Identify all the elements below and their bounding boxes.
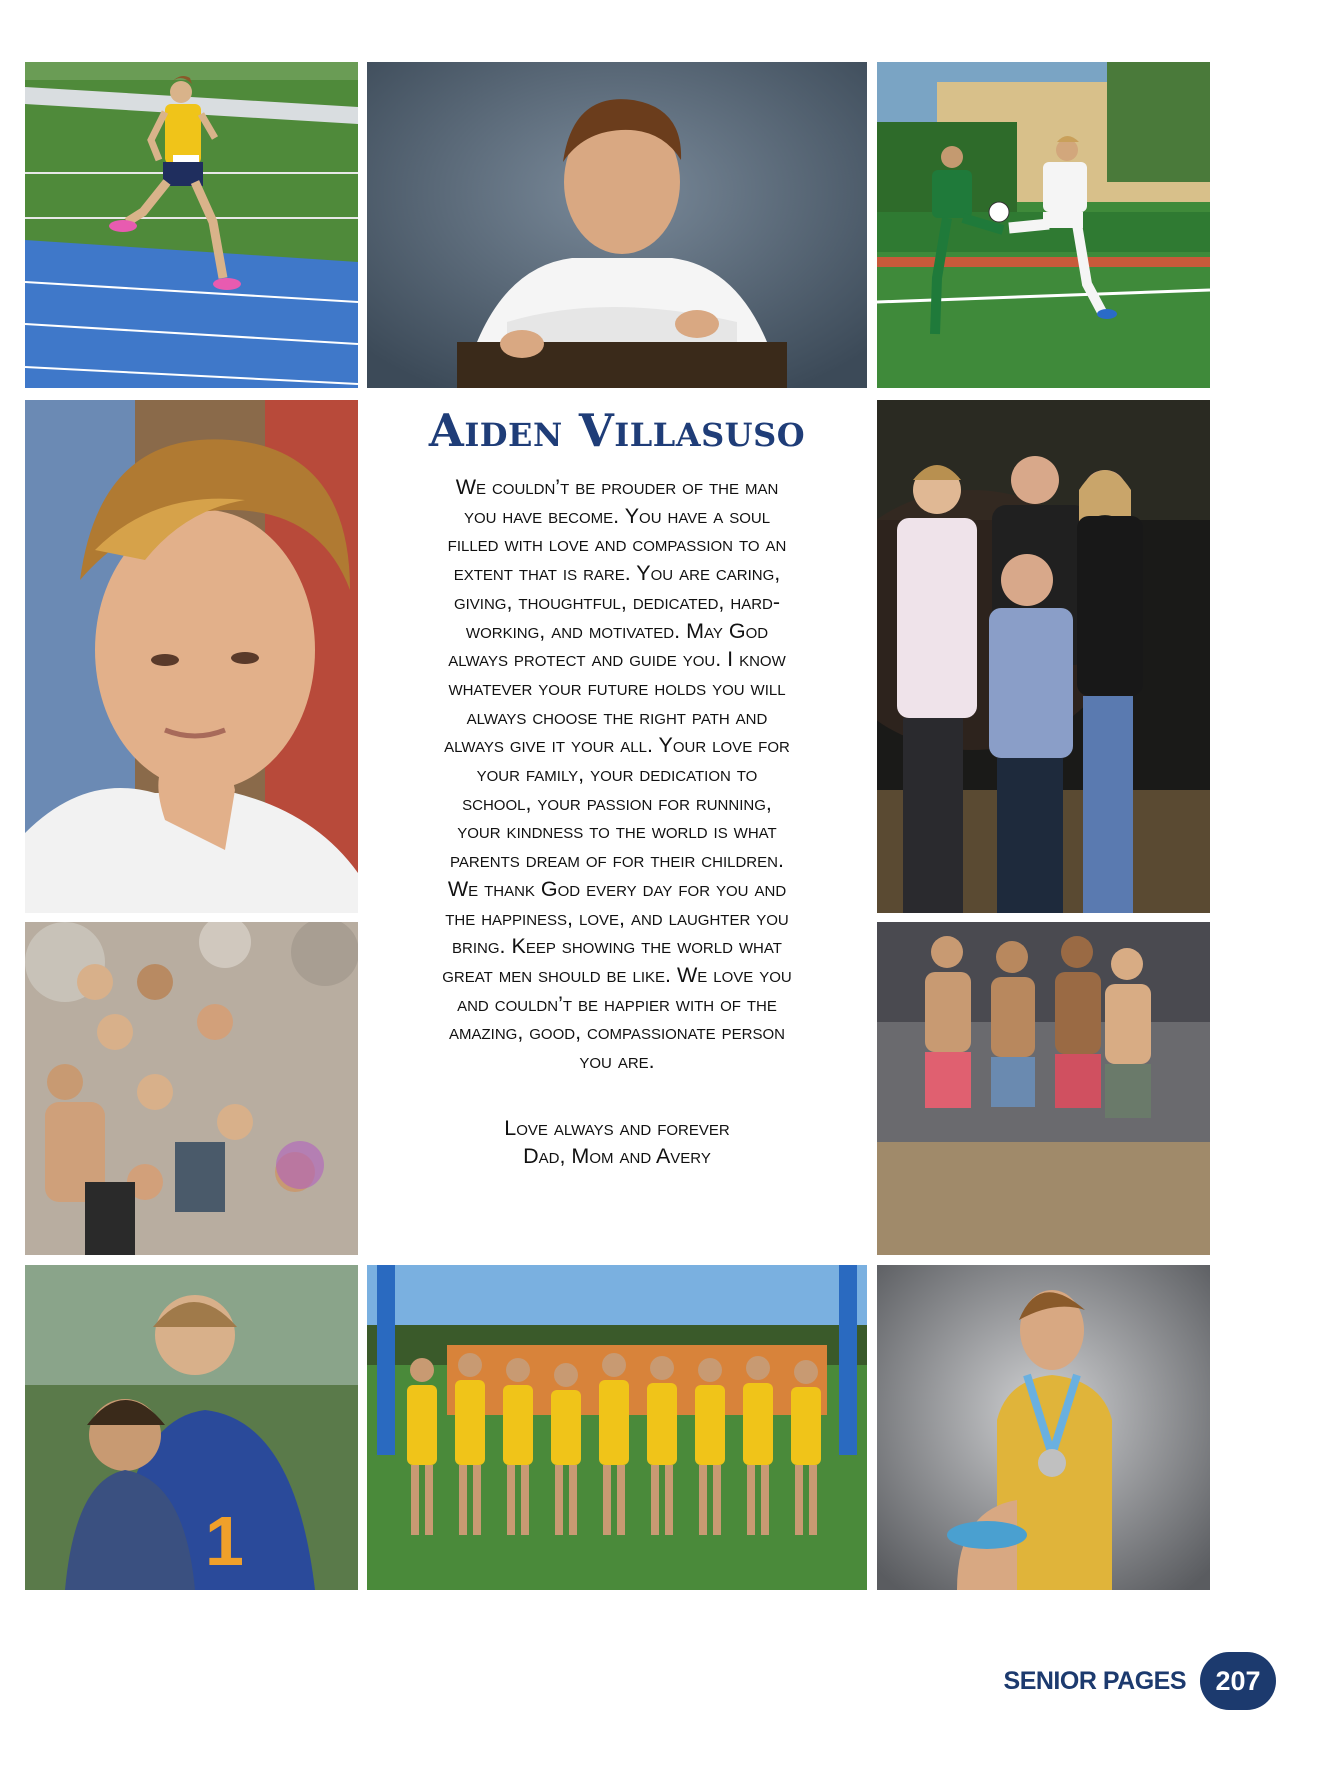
svg-text:1: 1: [205, 1502, 244, 1580]
message-line: filled with love and compassion to an: [447, 532, 787, 557]
tribute-message: [367, 473, 867, 1076]
message-line: the happiness, love, and laughter you: [445, 905, 789, 930]
section-label: SENIOR PAGES: [1003, 1666, 1186, 1695]
message-line: whatever your future holds you will: [448, 675, 786, 700]
message-line: amazing, good, compassionate person: [448, 1020, 785, 1045]
photo-thinking-closeup: [25, 400, 358, 913]
photo-track-runner: [25, 62, 358, 388]
message-line: you have become. You have a soul: [463, 503, 771, 528]
message-line: you are.: [579, 1049, 655, 1074]
message-line: extent that is rare. You are caring,: [453, 561, 781, 586]
message-line: your kindness to the world is what: [457, 819, 777, 844]
signoff: [367, 1114, 867, 1171]
message-line: bring. Keep showing the world what: [452, 934, 782, 959]
tribute-panel: [367, 400, 867, 1255]
message-line: your family, your dedication to: [476, 762, 758, 787]
message-line: We thank God every day for you and: [447, 876, 787, 901]
senior-name: Aiden Villasuso: [428, 404, 806, 457]
photo-four-friends: [877, 922, 1210, 1255]
message-line: parents dream of for their children.: [450, 848, 784, 873]
photo-brothers: [25, 1265, 358, 1590]
page-number-badge: 207: [1200, 1652, 1276, 1710]
photo-family-night: [877, 400, 1210, 913]
message-line: always choose the right path and: [466, 704, 768, 729]
message-line: We couldn’t be prouder of the man: [455, 475, 779, 499]
photo-medal-portrait: [877, 1265, 1210, 1590]
message-line: giving, thoughtful, dedicated, hard-: [453, 589, 781, 614]
message-line: always give it your all. Your love for: [444, 733, 790, 758]
message-line: school, your passion for running,: [462, 790, 772, 815]
message-line: working, and motivated. May God: [465, 618, 769, 643]
photo-cross-country-team: [367, 1265, 867, 1590]
message-line: and couldn’t be happier with of the: [457, 991, 777, 1016]
page-footer: [1004, 1652, 1276, 1710]
photo-senior-portrait: [367, 62, 867, 388]
signoff-line: Love always and forever: [504, 1115, 730, 1140]
signoff-line: Dad, Mom and Avery: [523, 1144, 711, 1169]
photo-soccer-kick: [877, 62, 1210, 388]
photo-friends-rocks: [25, 922, 358, 1255]
message-line: great men should be like. We love you: [442, 962, 792, 987]
message-line: always protect and guide you. I know: [448, 647, 786, 672]
